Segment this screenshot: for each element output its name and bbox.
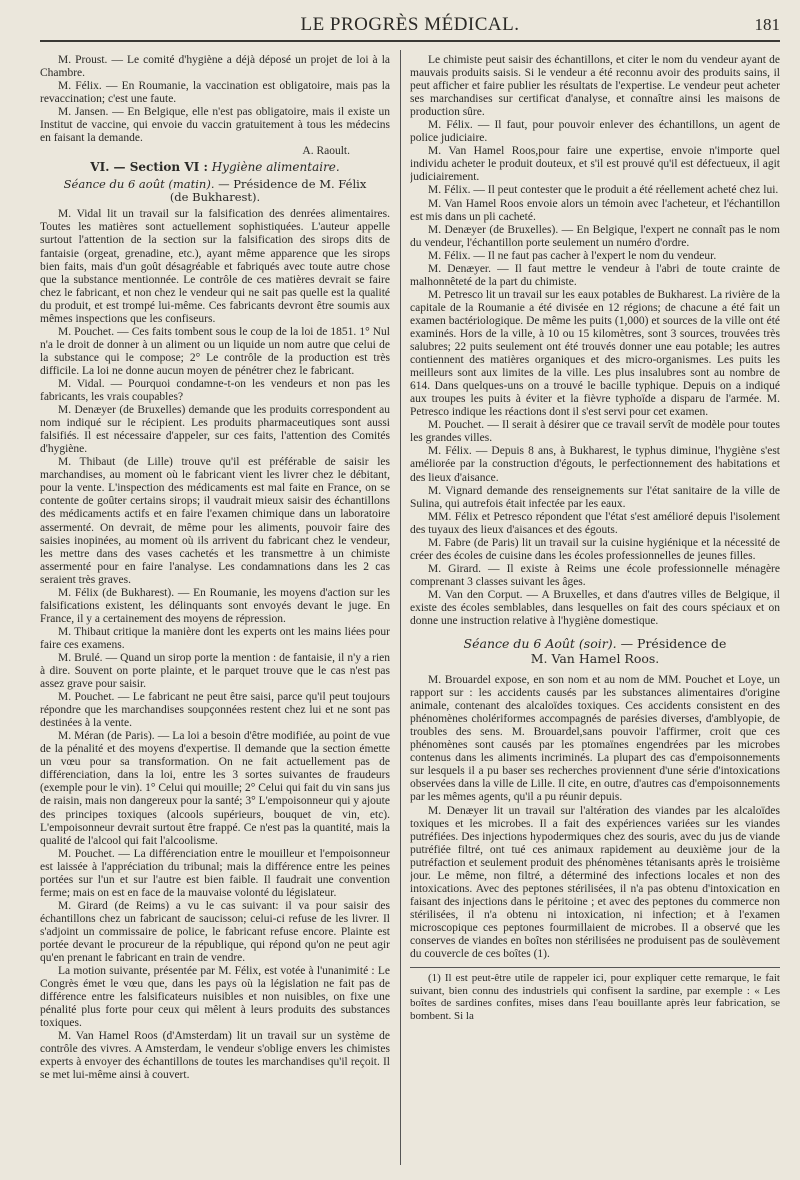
paragraph: MM. Félix et Petresco répondent que l'état s'est amélioré depuis l'isolement des tuyaux des lieux d'aisances et des égouts.: [410, 510, 780, 536]
right-paragraphs-main: [410, 674, 780, 961]
paragraph: M. Van den Corput. — A Bruxelles, et dans d'autres villes de Belgique, il existe des écoles semblables, dans lesquelles on fait des cours spéciaux et on donne une instruction relative à l'hygiène domestique.: [410, 588, 780, 628]
paragraph: M. Vidal lit un travail sur la falsification des denrées alimentaires. Toutes les matières sont actuellement sophistiquées. L'auteur appelle surtout l'attention de la section sur la falsification des sirops dits de fantaisie (orgeat, grenadine, etc.), ayant même apparence que les sirops bien faits, mais d'un goût désagréable et fabriqués avec toute autre chose que la substance mentionnée. Le contrôle de ces matières devrait se faire chez le fabricant, et non chez le vendeur qui ne sait pas quelle est la qualité du produit, et est trompé lui-même. Ces fabricants devront être soumis aux mêmes inspections que les confiseurs.: [40, 208, 390, 325]
footnote-text: (1) Il est peut-être utile de rappeler ici, pour expliquer cette remarque, le fait suivant, bien connu des industriels qui confisent la sardine, par exemple : « Les boîtes de sardines confites, mises dans l'eau bouillante après leur fabrication, se bombent. Si la: [410, 972, 780, 1022]
sitting-heading-morning: [40, 178, 390, 204]
right-paragraphs-top: [410, 54, 780, 628]
paragraph: M. Pouchet. — Le fabricant ne peut être saisi, parce qu'il peut toujours répondre que les marchandises soupçonnées restent chez lui et ne sont pas destinées à la vente.: [40, 691, 390, 730]
paragraph: M. Félix. — Il ne faut pas cacher à l'expert le nom du vendeur.: [428, 249, 717, 262]
paragraph: M. Girard. — Il existe à Reims une école professionnelle ménagère comprenant 3 classes suivant les âges.: [410, 562, 780, 588]
right-column: [410, 54, 780, 1154]
sitting-president-note: (de Bukharest).: [169, 190, 261, 205]
column-divider: [400, 50, 401, 1165]
paragraph: M. Pouchet. — Ces faits tombent sous le coup de la loi de 1851. 1° Nul n'a le droit de donner à un aliment ou un liquide un nom autre que celui de la substance qui le compose; 2° Le contrôle de la production est très difficile. La loi ne donne aucun moyen de pénétrer chez le fabricant.: [40, 325, 390, 377]
paragraph: M. Proust. — Le comité d'hygiène a déjà déposé un projet de loi à la Chambre.: [40, 54, 390, 80]
footnote-rule: [410, 967, 780, 968]
paragraph: M. Fabre (de Paris) lit un travail sur la cuisine hygiénique et la nécessité de créer des écoles de cuisine dans les écoles professionnelles de jeunes filles.: [410, 536, 780, 562]
page-number: 181: [754, 15, 780, 34]
paragraph: M. Denæyer lit un travail sur l'altération des viandes par les alcaloïdes toxiques et les microbes. Il a fait des expériences variées sur les viandes putréfiées. Des injections hypodermiques chez des souris, avec du jus de viande putréfiée filtré, ont tué ces animaux rapidement au deuxième jour de la putréfaction et seulement produit des phénomènes tétanisants après le troisième jour. Le même, non filtré, a déterminé des infections locales et non des intoxications. Avec des peptones stérilisées, il n'a pas obtenu d'intoxication en faisant des injections dans le péritoine ; et avec des peptones du commerce non stérilisées, il n'a obtenu ni intoxication, ni infection; et à l'examen microscopique ces peptones fourmillaient de microbes. Il a observé que les conserves de viandes en boîtes non stérilisées ne produisent pas de soulèvement du couvercle de ces boîtes (1).: [410, 804, 780, 961]
section-label: VI. — Section VI :: [90, 160, 208, 175]
paragraph: M. Félix. — Il peut contester que le produit a été réellement acheté chez lui.: [428, 184, 779, 197]
paragraph: M. Van Hamel Roos (d'Amsterdam) lit un travail sur un système de contrôle des vivres. A Amsterdam, le vendeur s'oblige envers les chimistes experts à envoyer des échantillons de toutes les marchandises qu'il reçoit. Il se met lui-même ainsi à couvert.: [40, 1030, 390, 1082]
left-paragraphs-main: [40, 208, 390, 1082]
sitting-date: Séance du 6 Août (soir).: [463, 636, 617, 652]
section-heading: [40, 160, 390, 175]
sitting-date: Séance du 6 août (matin).: [63, 177, 215, 192]
paragraph: M. Félix. — En Roumanie, la vaccination est obligatoire, mais pas la revaccination; c'est une faute.: [40, 80, 390, 106]
paragraph: M. Van Hamel Roos,pour faire une expertise, envoie n'importe quel individu acheter le produit douteux, et s'il est prouvé qu'il est défectueux, il agit judiciairement.: [410, 145, 780, 184]
sitting-heading-evening: [410, 636, 780, 666]
paragraph: M. Denæyer. — Il faut mettre le vendeur à l'abri de toute crainte de malhonnêteté de la part du chimiste.: [410, 262, 780, 288]
paragraph: La motion suivante, présentée par M. Félix, est votée à l'unanimité : Le Congrès émet le vœu que, dans les pays où la législation ne fait pas de différence entre les falsificateurs nuisibles et non nuisibles, on fixe une pénalité plus forte pour ceux qui mêlent à leurs produits des substances toxiques.: [40, 965, 390, 1030]
sitting-presidence: — Présidence de M. Félix: [218, 177, 367, 192]
paragraph: M. Brulé. — Quand un sirop porte la mention : de fantaisie, il n'y a rien à dire. Souvent on porte plainte, et le parquet trouve que le cas n'est pas assez grave pour saisir.: [40, 651, 390, 691]
paragraph: M. Denæyer (de Bruxelles). — En Belgique, l'expert ne connaît pas le nom du vendeur, l'échantillon porte seulement un numéro d'ordre.: [410, 223, 780, 249]
paragraph: M. Brouardel expose, en son nom et au nom de MM. Pouchet et Loye, un rapport sur : les accidents causés par les substances alimentaires d'origine animale, contenant des alcaloïdes toxiques. Ces accidents consistent en des phénomènes cholériformes accompagnés de parésies diverses, d'amblyopie, de troubles des sens. M. Brouardel,sans pouvoir l'affirmer, croit que ces phénomènes sont causés par les ptomaïnes engendrées par les microbes contenus dans les aliments incriminés. La plupart des cas d'empoisonnements sur lesquels il a pu baser ses recherches proviennent d'une série d'intoxications observées dans la ville de Lille. Il cite, en outre, d'autres cas d'empoisonnements par les mêmes agents, qu'il a pu réunir depuis.: [410, 674, 780, 804]
paragraph: M. Thibaut (de Lille) trouve qu'il est préférable de saisir les marchandises, au moment où le fabricant vient les livrer chez le débitant, pour la vente. L'inspection des médicaments est mal faite en France, on se contente de goûter certains sirops; il vaudrait mieux saisir des échantillons des médicaments actifs et en faire l'examen chimique dans un laboratoire assermenté. On devrait, de même pour les aliments, pouvoir faire des saisies inopinées, au moment où ils arrivent du fabricant chez le vendeur, les mettre dans des vases cachetés et les transmettre à un chimiste assermenté pour en faire l'analyse. Les condamnations dans les 2 cas seraient très graves.: [40, 456, 390, 586]
left-column: [40, 54, 390, 1154]
paragraph: M. Méran (de Paris). — La loi a besoin d'être modifiée, au point de vue de la pénalité et des moyens d'expertise. Il demande que la section émette un vœu pour sa transformation. On ne fait actuellement pas de différenciation, dans la loi, entre les 3 sortes suivantes de fraudeurs (exemple pour le vin). 1° Celui qui mouille; 2° Celui qui fait du vin sans jus de raisin, mais non dangereux pour la santé; 3° L'empoisonneur qui y ajoute des principes toxiques (alcools supérieurs, bouquet de vin, etc). L'empoisonneur devrait surtout être frappé. Ce n'est pas la quantité, mais la qualité de l'alcool qui fait l'alcoolisme.: [40, 730, 390, 847]
article-signature: A. Raoult.: [302, 145, 350, 158]
sitting-president: M. Van Hamel Roos.: [530, 651, 660, 667]
section-topic: Hygiène alimentaire.: [211, 160, 340, 175]
paragraph: M. Petresco lit un travail sur les eaux potables de Bukharest. La rivière de la capitale de la Roumanie a été divisée en 12 régions; de chacune a été fait un examen bactériologique. De même les puits (1,000) et sources de la ville ont été examinés. Hors de la ville, à 10 ou 15 kilomètres, sont 3 sources, trouvées très salubres; 22 puits seulement ont été trouvés donner une eau potable; les autres contiennent des matières organiques et des micro-organismes. Les puits les meilleurs sont aux limites de la ville. Les plus insalubres sont au nombre de 614. Dans quelques-uns on a trouvé le bacille typhique. Depuis on a indiqué aux troupes les puits à éviter et la fièvre typhoïde a disparu de l'armée. M. Petresco indique les réactions dont il s'est servi pour cet examen.: [410, 288, 780, 419]
paragraph: M. Van Hamel Roos envoie alors un témoin avec l'acheteur, et l'échantillon est mis dans un pli cacheté.: [410, 197, 780, 223]
sitting-presidence: — Présidence de: [620, 636, 727, 652]
page-header: [40, 12, 780, 42]
footnote: [410, 972, 780, 1022]
paragraph: M. Félix. — Depuis 8 ans, à Bukharest, le typhus diminue, l'hygiène s'est améliorée par la construction d'égouts, le perfectionnement des habitations et des lieux d'aisance.: [410, 445, 780, 484]
paragraph: Le chimiste peut saisir des échantillons, et citer le nom du vendeur ayant de mauvais produits saisis. Si le vendeur a été reconnu avoir des produits sains, il peut afficher et faire publier les résultats de l'expertise. Le vendeur peut acheter ses marchandises sur certificat d'analyse, et connaître ainsi les maisons de production sûre.: [410, 54, 780, 119]
paragraph: M. Pouchet. — Il serait à désirer que ce travail servît de modèle pour toutes les grandes villes.: [410, 419, 780, 445]
paragraph: M. Thibaut critique la manière dont les experts ont les mains liées pour faire ces examens.: [40, 625, 390, 651]
paragraph: M. Girard (de Reims) a vu le cas suivant: il va pour saisir des échantillons chez un fabricant de saucisson; celui-ci refuse de les livrer. Il s'adjoint un commissaire de police, le fabricant refuse encore. Plainte est portée devant le procureur de la république, qui répond qu'on ne peut agir qu'en prenant le fabricant en train de vendre.: [40, 899, 390, 965]
paragraph: M. Vidal. — Pourquoi condamne-t-on les vendeurs et non pas les fabricants, les vrais coupables?: [40, 377, 390, 404]
paragraph: M. Vignard demande des renseignements sur l'état sanitaire de la ville de Sulina, qui autrefois était infectée par les eaux.: [410, 484, 780, 510]
paragraph: M. Félix (de Bukharest). — En Roumanie, les moyens d'action sur les falsifications existent, les délinquants sont envoyés devant le juge. En France, il y a certainement des moyens de répression.: [40, 586, 390, 625]
journal-title: LE PROGRÈS MÉDICAL.: [300, 14, 520, 35]
paragraph: M. Jansen. — En Belgique, elle n'est pas obligatoire, mais il existe un Institut de vaccine, qui envoie du vaccin gratuitement à tous les médecins en faisant la demande.: [40, 106, 390, 145]
left-paragraphs-top: [40, 54, 390, 145]
paragraph: M. Félix. — Il faut, pour pouvoir enlever des échantillons, un agent de police judiciaire.: [410, 119, 780, 145]
paragraph: M. Pouchet. — La différenciation entre le mouilleur et l'empoisonneur est laissée à l'appréciation du tribunal; mais la différence entre les peines portées sur l'un et sur l'autre est bien faible. Il faudrait une convention ferme; mais on est en face de la mauvaise volonté du législateur.: [40, 847, 390, 899]
paragraph: M. Denæyer (de Bruxelles) demande que les produits correspondent au nom indiqué sur le récipient. Les produits pharmaceutiques sont aussi falsifiés. Il est nécessaire d'appeler, sur ces faits, l'attention des Comités d'hygiène.: [40, 404, 390, 456]
